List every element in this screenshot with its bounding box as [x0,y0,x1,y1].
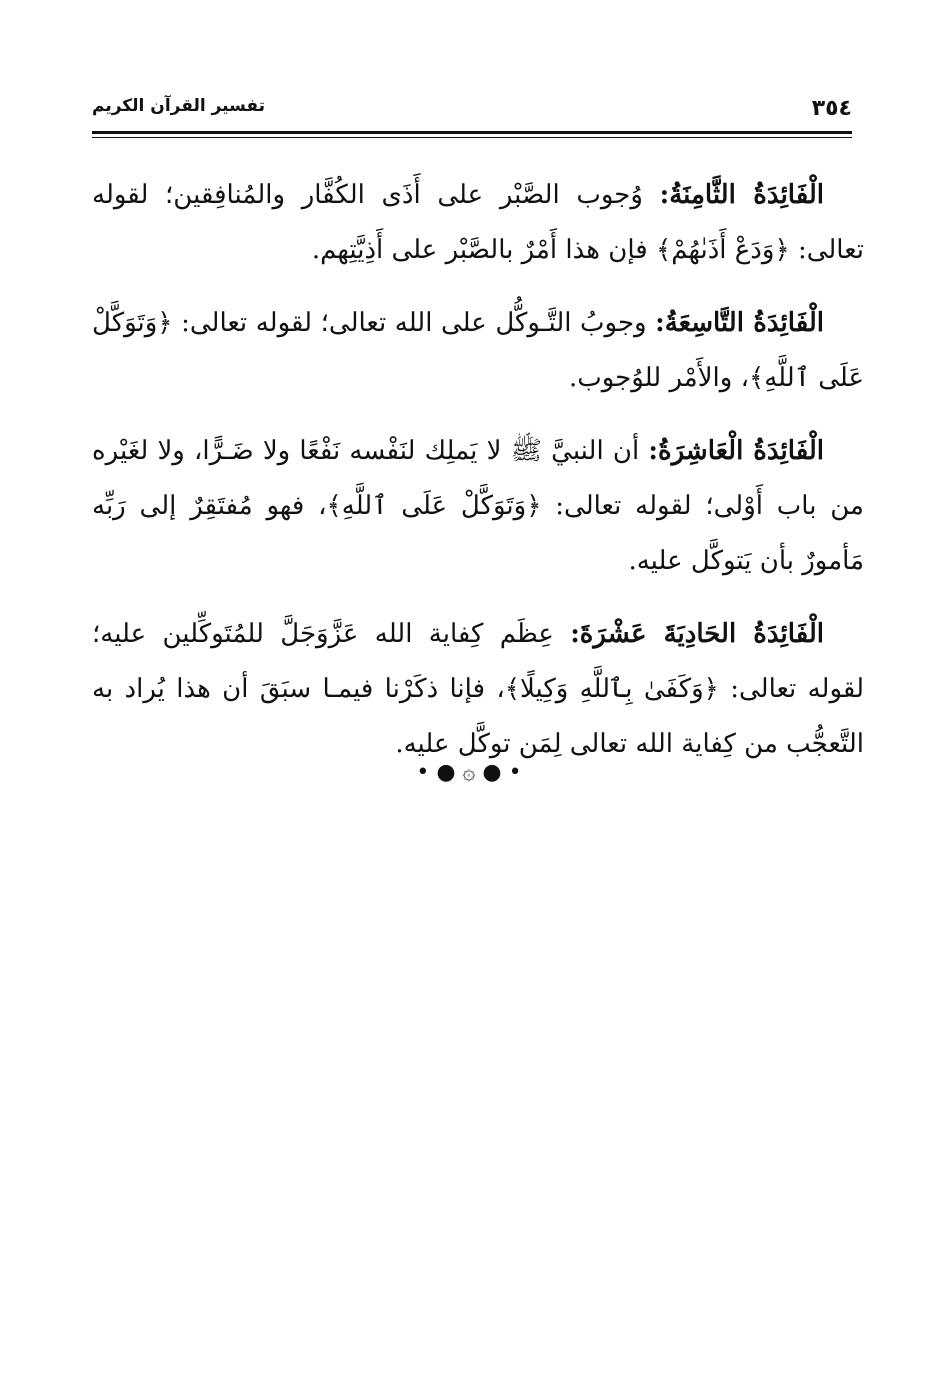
paragraph-benefit-8 [92,168,864,278]
benefit-heading: الْفَائِدَةُ التَّاسِعَةُ: [655,308,824,338]
page-body [92,168,864,790]
benefit-text: عِظَم كِفاية الله عَزَّوَجَلَّ للمُتَوكِّلين عليه؛ لقوله تعالى: ﴿وَكَفَىٰ بِٱللَّهِ وَكِيلًا﴾، فإنا ذكَرْنا فيمـا سبَقَ أن هذا يُراد به التَّعجُّب من كِفاية الله تعالى لِمَن توكَّل عليه. [92,619,864,759]
benefit-heading: الْفَائِدَةُ الثَّامِنَةُ: [659,180,825,210]
header-rule [92,131,852,134]
paragraph-benefit-9 [92,296,864,406]
book-title: تفسير القرآن الكريم [92,96,266,116]
benefit-heading: الْفَائِدَةُ الْعَاشِرَةُ: [648,436,824,466]
section-end-ornament: • ● ۞ ● • [416,760,522,785]
benefit-text: وجوبُ التَّـوكُّل على الله تعالى؛ لقوله تعالى: ﴿وَتَوَكَّلْ عَلَى ٱللَّهِ﴾، والأَمْر للوُجوب. [92,308,864,393]
paragraph-benefit-11 [92,607,864,772]
benefit-text: وُجوب الصَّبْر على أَذَى الكُفَّار والمُنافِقين؛ لقوله تعالى: ﴿وَدَعْ أَذَىٰهُمْ﴾ فإن هذا أَمْرٌ بالصَّبْر على أَذِيَّتِهم. [92,180,864,265]
paragraph-benefit-10 [92,424,864,589]
benefit-text: أن النبيَّ ﷺ لا يَملِك لنَفْسه نَفْعًا ولا ضَـرًّا، ولا لغَيْره من باب أَوْلى؛ لقوله تعالى: ﴿وَتَوَكَّلْ عَلَى ٱللَّهِ﴾، فهو مُفتَقِرٌ إلى رَبِّه مَأمورٌ بأن يَتوكَّل عليه. [92,436,864,576]
page-number: ٣٥٤ [811,96,852,121]
page-header [92,92,852,134]
benefit-heading: الْفَائِدَةُ الحَادِيَةَ عَشْرَةَ: [570,619,824,649]
